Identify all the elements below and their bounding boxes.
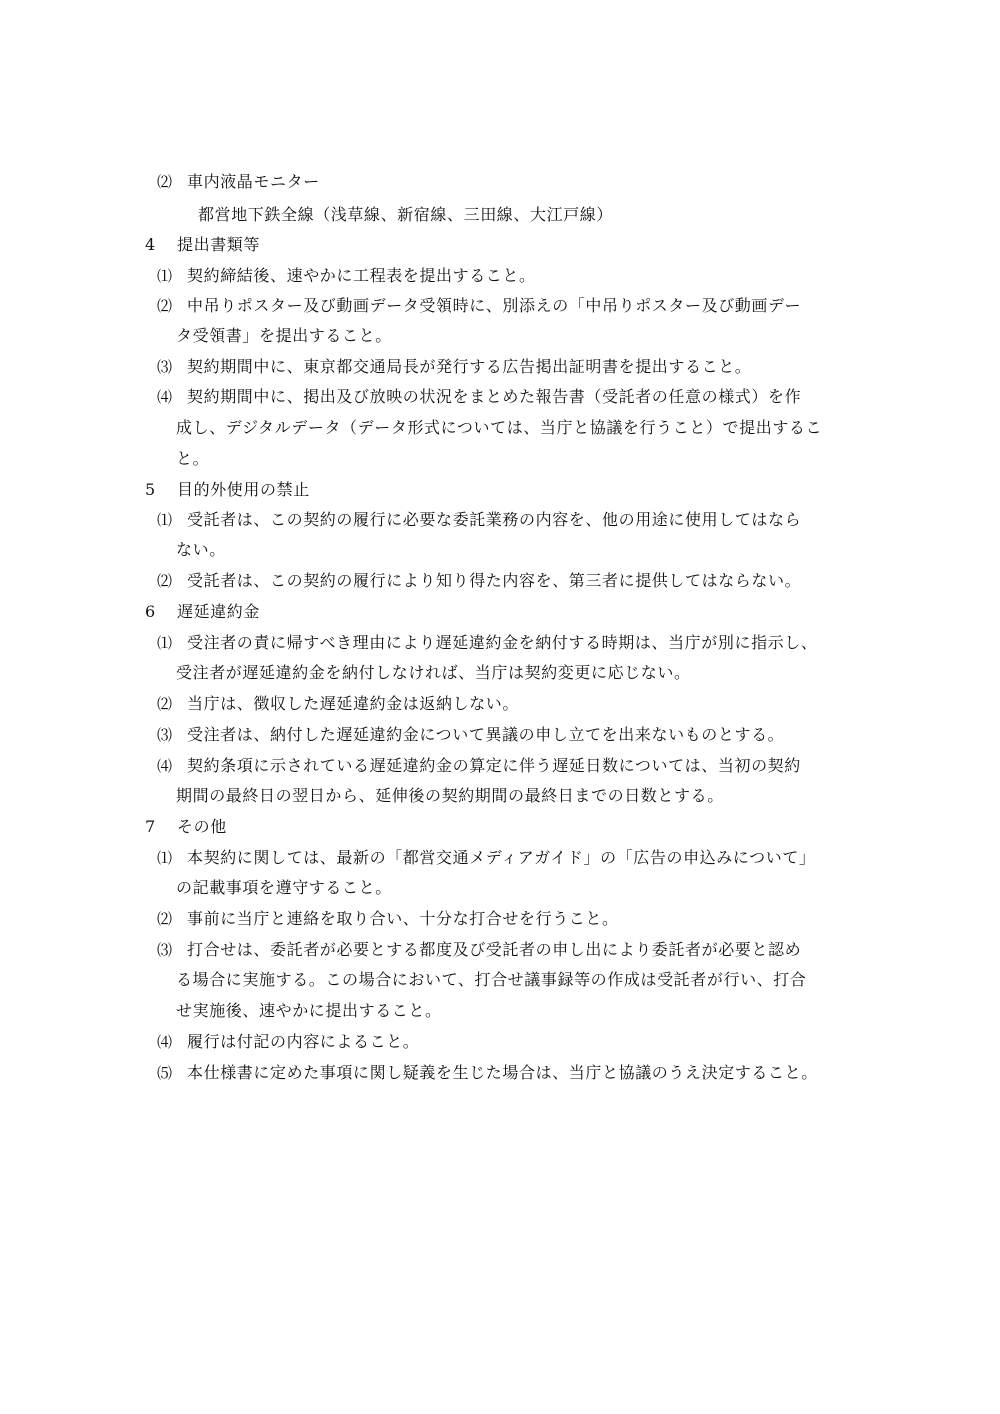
item-text: 受託者は、この契約の履行により知り得た内容を、第三者に提供してはならない。 bbox=[187, 571, 802, 590]
item-number: ⑵ bbox=[157, 297, 173, 315]
s7-item-1 bbox=[157, 848, 816, 868]
s7-item-5 bbox=[157, 1063, 818, 1083]
s6-item-2 bbox=[157, 694, 519, 714]
s5-item-2 bbox=[157, 571, 801, 591]
item-text: 打合せは、委託者が必要とする都度及び受託者の申し出により委託者が必要と認め bbox=[187, 940, 802, 959]
item-text: の記載事項を遵守すること。 bbox=[176, 878, 392, 897]
s7-item-3-cont bbox=[176, 970, 806, 990]
section-number: 7 bbox=[145, 817, 156, 836]
item-text: 本仕様書に定めた事項に関し疑義を生じた場合は、当庁と協議のうえ決定すること。 bbox=[187, 1063, 818, 1082]
item-number: ⑵ bbox=[157, 572, 173, 590]
s4-item-2-cont bbox=[176, 326, 392, 346]
s6-item-1 bbox=[157, 633, 817, 653]
s5-item-1 bbox=[157, 510, 801, 530]
section-title: 提出書類等 bbox=[177, 235, 261, 254]
s7-item-4 bbox=[157, 1032, 419, 1052]
item-text: 履行は付記の内容によること。 bbox=[187, 1032, 420, 1051]
item-number: ⑸ bbox=[157, 1064, 173, 1082]
item-text: 契約締結後、速やかに工程表を提出すること。 bbox=[187, 266, 536, 285]
s7-item-3-cont bbox=[176, 1001, 442, 1021]
item-number: ⑷ bbox=[157, 388, 173, 406]
s4-item-3 bbox=[157, 357, 751, 377]
s4-item-1 bbox=[157, 266, 536, 286]
section-title: その他 bbox=[177, 817, 227, 836]
item-text: 受注者の責に帰すべき理由により遅延違約金を納付する時期は、当庁が別に指示し、 bbox=[187, 633, 818, 652]
section-number: 5 bbox=[145, 480, 156, 499]
item-text: せ実施後、速やかに提出すること。 bbox=[176, 1001, 442, 1020]
item-text: と。 bbox=[176, 449, 210, 468]
item-number: ⑴ bbox=[157, 849, 173, 867]
item-number: ⑵ bbox=[157, 173, 173, 191]
item-number: ⑶ bbox=[157, 941, 173, 959]
item-text: 期間の最終日の翌日から、延伸後の契約期間の最終日までの日数とする。 bbox=[176, 786, 724, 805]
s6-item-3 bbox=[157, 725, 784, 745]
s7-item-1-cont bbox=[176, 878, 392, 898]
s7-item-3 bbox=[157, 940, 801, 960]
section-4-heading bbox=[145, 235, 260, 255]
item-number: ⑷ bbox=[157, 757, 173, 775]
item-number: ⑴ bbox=[157, 267, 173, 285]
item-number: ⑴ bbox=[157, 511, 173, 529]
s5-item-1-cont bbox=[176, 540, 226, 560]
section-7-heading bbox=[145, 817, 227, 837]
s7-item-2 bbox=[157, 909, 619, 929]
s3-item-2 bbox=[157, 172, 320, 192]
item-number: ⑴ bbox=[157, 634, 173, 652]
s6-item-4 bbox=[157, 756, 801, 776]
item-text: 契約条項に示されている遅延違約金の算定に伴う遅延日数については、当初の契約 bbox=[187, 756, 801, 775]
section-5-heading bbox=[145, 480, 310, 500]
section-number: 6 bbox=[145, 602, 156, 621]
item-number: ⑷ bbox=[157, 1033, 173, 1051]
item-text: 受注者は、納付した遅延違約金について異議の申し立てを出来ないものとする。 bbox=[187, 725, 785, 744]
item-text: 車内液晶モニター bbox=[187, 172, 320, 191]
section-title: 目的外使用の禁止 bbox=[177, 480, 310, 499]
item-text: 当庁は、徴収した遅延違約金は返納しない。 bbox=[187, 694, 520, 713]
s6-item-1-cont bbox=[176, 663, 691, 683]
item-text: タ受領書」を提出すること。 bbox=[176, 326, 392, 345]
item-text: 事前に当庁と連絡を取り合い、十分な打合せを行うこと。 bbox=[187, 909, 619, 928]
s4-item-4 bbox=[157, 387, 801, 407]
s4-item-4-cont bbox=[176, 418, 822, 438]
item-text: 受託者は、この契約の履行に必要な委託業務の内容を、他の用途に使用してはなら bbox=[187, 510, 802, 529]
item-text: 都営地下鉄全線（浅草線、新宿線、三田線、大江戸線） bbox=[198, 205, 614, 224]
item-text: 中吊りポスター及び動画データ受領時に、別添えの「中吊りポスター及び動画デー bbox=[187, 296, 802, 315]
s3-item-2-detail bbox=[198, 205, 613, 225]
s4-item-4-cont bbox=[176, 449, 209, 469]
item-text: 契約期間中に、東京都交通局長が発行する広告掲出証明書を提出すること。 bbox=[187, 357, 752, 376]
item-text: 契約期間中に、掲出及び放映の状況をまとめた報告書（受託者の任意の様式）を作 bbox=[187, 387, 802, 406]
section-6-heading bbox=[145, 602, 260, 622]
item-number: ⑶ bbox=[157, 726, 173, 744]
item-text: 成し、デジタルデータ（データ形式については、当庁と協議を行うこと）で提出するこ bbox=[176, 418, 823, 437]
item-text: る場合に実施する。この場合において、打合せ議事録等の作成は受託者が行い、打合 bbox=[176, 970, 807, 989]
item-text: 受注者が遅延違約金を納付しなければ、当庁は契約変更に応じない。 bbox=[176, 663, 691, 682]
section-title: 遅延違約金 bbox=[177, 602, 261, 621]
item-number: ⑶ bbox=[157, 358, 173, 376]
s4-item-2 bbox=[157, 296, 801, 316]
s6-item-4-cont bbox=[176, 786, 724, 806]
item-number: ⑵ bbox=[157, 695, 173, 713]
item-number: ⑵ bbox=[157, 910, 173, 928]
section-number: 4 bbox=[145, 235, 156, 254]
item-text: ない。 bbox=[176, 540, 226, 559]
item-text: 本契約に関しては、最新の「都営交通メディアガイド」の「広告の申込みについて」 bbox=[187, 848, 816, 867]
